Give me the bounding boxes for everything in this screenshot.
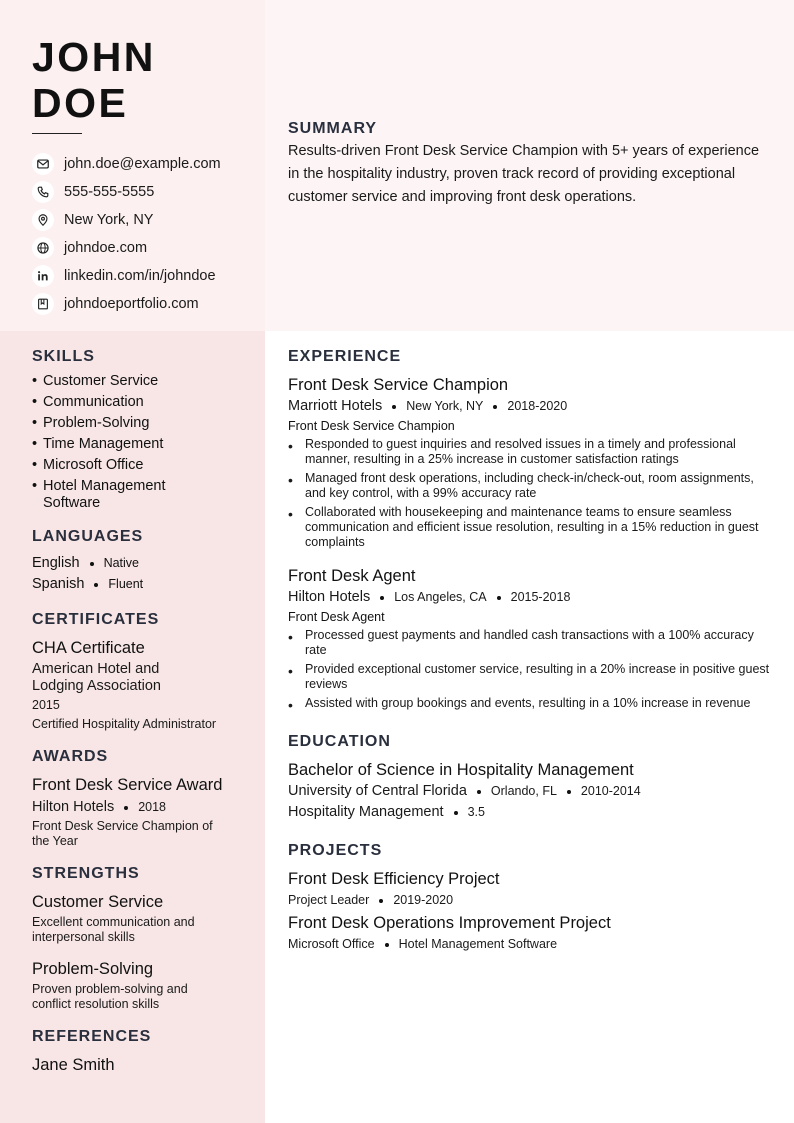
summary-section — [288, 120, 768, 209]
name-line-1: JOHN — [32, 34, 156, 80]
awards-section — [32, 748, 242, 849]
project-name: Front Desk Efficiency Project — [288, 870, 500, 888]
certificate-year: 2015 — [32, 698, 60, 712]
separator-dot — [94, 583, 98, 587]
award-desc: Front Desk Service Champion of the Year — [32, 819, 213, 848]
strength-name: Customer Service — [32, 893, 164, 911]
job-company: Hilton Hotels — [288, 589, 371, 605]
skill-item: • Microsoft Office — [32, 457, 144, 473]
languages-title: LANGUAGES — [32, 528, 144, 545]
strength-desc: Excellent communication and interpersonal skills — [32, 915, 195, 944]
certificate-org: American Hotel and Lodging Association — [32, 661, 161, 694]
separator-dot — [124, 806, 128, 810]
language-name: English — [32, 555, 80, 571]
contact-location — [32, 206, 221, 234]
bullet-text: Collaborated with housekeeping and maintenance teams to ensure seamless communication and efficient issue resolution, resulting in a 15% reduction in guest complaints — [305, 505, 759, 549]
education-title: EDUCATION — [288, 733, 391, 750]
name-underline — [32, 133, 82, 134]
list-item: • Collaborated with housekeeping and maintenance teams to ensure seamless communication and efficient issue resolution, resulting in a 15% reduction in guest complaints — [288, 505, 773, 550]
certificate-desc: Certified Hospitality Administrator — [32, 717, 217, 731]
education-dates: 2010-2014 — [580, 784, 641, 798]
certificate-name: CHA Certificate — [32, 639, 145, 657]
list-item: • Processed guest payments and handled cash transactions with a 100% accuracy rate — [288, 628, 773, 658]
award-year: 2018 — [138, 800, 167, 814]
skill-label: Customer Service — [43, 373, 159, 389]
main-content — [288, 348, 773, 954]
skill-label: Hotel Management Software — [43, 478, 166, 511]
job-role: Front Desk Agent — [288, 610, 385, 624]
references-section — [32, 1028, 242, 1075]
separator-dot — [567, 790, 571, 794]
separator-dot — [493, 405, 497, 409]
education-gpa: 3.5 — [467, 805, 485, 819]
project-meta — [288, 935, 773, 954]
separator-dot — [90, 562, 94, 566]
language-name: Spanish — [32, 576, 85, 592]
name-line-2: DOE — [32, 80, 129, 126]
skill-item: • Communication — [32, 394, 144, 410]
sidebar-content — [32, 348, 242, 1078]
contact-linkedin-text: linkedin.com/in/johndoe — [64, 268, 216, 284]
references-title: REFERENCES — [32, 1028, 152, 1045]
portfolio-icon — [32, 293, 54, 315]
experience-section — [288, 348, 773, 713]
bullet-text: Responded to guest inquiries and resolved issues in a timely and professional manner, resulting in a 25% increase in customer satisfaction ratings — [305, 437, 736, 466]
separator-dot — [385, 943, 389, 947]
mail-icon — [32, 153, 54, 175]
education-section — [288, 733, 773, 822]
job-dates: 2015-2018 — [510, 590, 571, 604]
strength-name: Problem-Solving — [32, 960, 154, 978]
strengths-section — [32, 865, 242, 1012]
job-meta — [288, 588, 773, 607]
job-location: Los Angeles, CA — [394, 590, 487, 604]
job-bullets — [288, 437, 773, 550]
contact-list — [32, 150, 221, 318]
education-meta — [288, 782, 773, 801]
bullet-text: Provided exceptional customer service, resulting in a 20% increase in positive guest reviews — [305, 662, 770, 691]
skill-item: • Problem-Solving — [32, 415, 150, 431]
award-meta — [32, 798, 242, 817]
language-level: Native — [103, 556, 139, 570]
strengths-title: STRENGTHS — [32, 865, 140, 882]
education-field-meta — [288, 803, 773, 822]
bullet-text: Managed front desk operations, including check-in/check-out, room assignments, and key control, with a 99% accuracy rate — [305, 471, 754, 500]
project-role: Project Leader — [288, 893, 370, 907]
job-role: Front Desk Service Champion — [288, 419, 455, 433]
separator-dot — [380, 596, 384, 600]
list-item: • Provided exceptional customer service, resulting in a 20% increase in positive guest reviews — [288, 662, 773, 692]
job-dates: 2018-2020 — [507, 399, 568, 413]
list-item: • Responded to guest inquiries and resolved issues in a timely and professional manner, resulting in a 25% increase in customer satisfaction ratings — [288, 437, 773, 467]
projects-title: PROJECTS — [288, 842, 383, 859]
skill-item: • Time Management — [32, 436, 164, 452]
location-icon — [32, 209, 54, 231]
linkedin-icon — [32, 265, 54, 287]
skill-item: • Customer Service — [32, 373, 159, 389]
job-title: Front Desk Service Champion — [288, 376, 509, 394]
summary-title: SUMMARY — [288, 120, 378, 137]
skill-label: Time Management — [43, 436, 164, 452]
project-meta — [288, 891, 773, 910]
project-tool: Microsoft Office — [288, 937, 375, 951]
project-tool: Hotel Management Software — [398, 937, 558, 951]
languages-section — [32, 528, 242, 593]
education-degree: Bachelor of Science in Hospitality Management — [288, 761, 634, 779]
job-entry — [288, 566, 773, 713]
contact-phone-text: 555-555-5555 — [64, 184, 155, 200]
candidate-name — [32, 34, 156, 126]
language-item — [32, 576, 242, 593]
skill-item: • Hotel Management Software — [32, 478, 192, 512]
contact-email-text: john.doe@example.com — [64, 156, 221, 172]
education-school: University of Central Florida — [288, 783, 467, 799]
reference-name: Jane Smith — [32, 1056, 115, 1074]
bullet-text: Processed guest payments and handled cash transactions with a 100% accuracy rate — [305, 628, 754, 657]
contact-location-text: New York, NY — [64, 212, 154, 228]
separator-dot — [392, 405, 396, 409]
contact-phone[interactable] — [32, 178, 221, 206]
contact-email[interactable] — [32, 150, 221, 178]
job-bullets — [288, 628, 773, 713]
awards-title: AWARDS — [32, 748, 109, 765]
skill-label: Problem-Solving — [43, 415, 150, 431]
skills-section — [32, 348, 242, 512]
contact-website[interactable] — [32, 234, 221, 262]
job-location: New York, NY — [406, 399, 484, 413]
summary-text: Results-driven Front Desk Service Champion with 5+ years of experience in the hospitality industry, proven track record of providing exceptional customer service and improving front desk operations. — [288, 143, 760, 205]
contact-linkedin[interactable] — [32, 262, 221, 290]
list-item: • Assisted with group bookings and events, resulting in a 10% increase in revenue — [288, 696, 751, 713]
separator-dot — [477, 790, 481, 794]
skill-label: Communication — [43, 394, 144, 410]
project-name: Front Desk Operations Improvement Project — [288, 914, 611, 932]
job-company: Marriott Hotels — [288, 398, 383, 414]
skill-label: Microsoft Office — [43, 457, 144, 473]
project-dates: 2019-2020 — [393, 893, 454, 907]
certificates-title: CERTIFICATES — [32, 611, 160, 628]
education-field: Hospitality Management — [288, 804, 444, 820]
skills-title: SKILLS — [32, 348, 95, 365]
globe-icon — [32, 237, 54, 259]
job-meta — [288, 397, 773, 416]
list-item: • Managed front desk operations, including check-in/check-out, room assignments, and key control, with a 99% accuracy rate — [288, 471, 773, 501]
contact-portfolio-text: johndoeportfolio.com — [64, 296, 199, 312]
phone-icon — [32, 181, 54, 203]
education-location: Orlando, FL — [490, 784, 557, 798]
separator-dot — [379, 899, 383, 903]
job-title: Front Desk Agent — [288, 567, 416, 585]
award-org: Hilton Hotels — [32, 799, 115, 815]
bullet-text: Assisted with group bookings and events, resulting in a 10% increase in revenue — [305, 696, 751, 710]
language-level: Fluent — [108, 577, 144, 591]
separator-dot — [454, 811, 458, 815]
language-item — [32, 555, 242, 572]
job-entry — [288, 375, 773, 550]
contact-portfolio[interactable] — [32, 290, 221, 318]
projects-section — [288, 842, 773, 954]
certificates-section — [32, 611, 242, 732]
strength-desc: Proven problem-solving and conflict resolution skills — [32, 982, 188, 1011]
experience-title: EXPERIENCE — [288, 348, 402, 365]
contact-website-text: johndoe.com — [64, 240, 148, 256]
separator-dot — [497, 596, 501, 600]
award-name: Front Desk Service Award — [32, 776, 223, 794]
